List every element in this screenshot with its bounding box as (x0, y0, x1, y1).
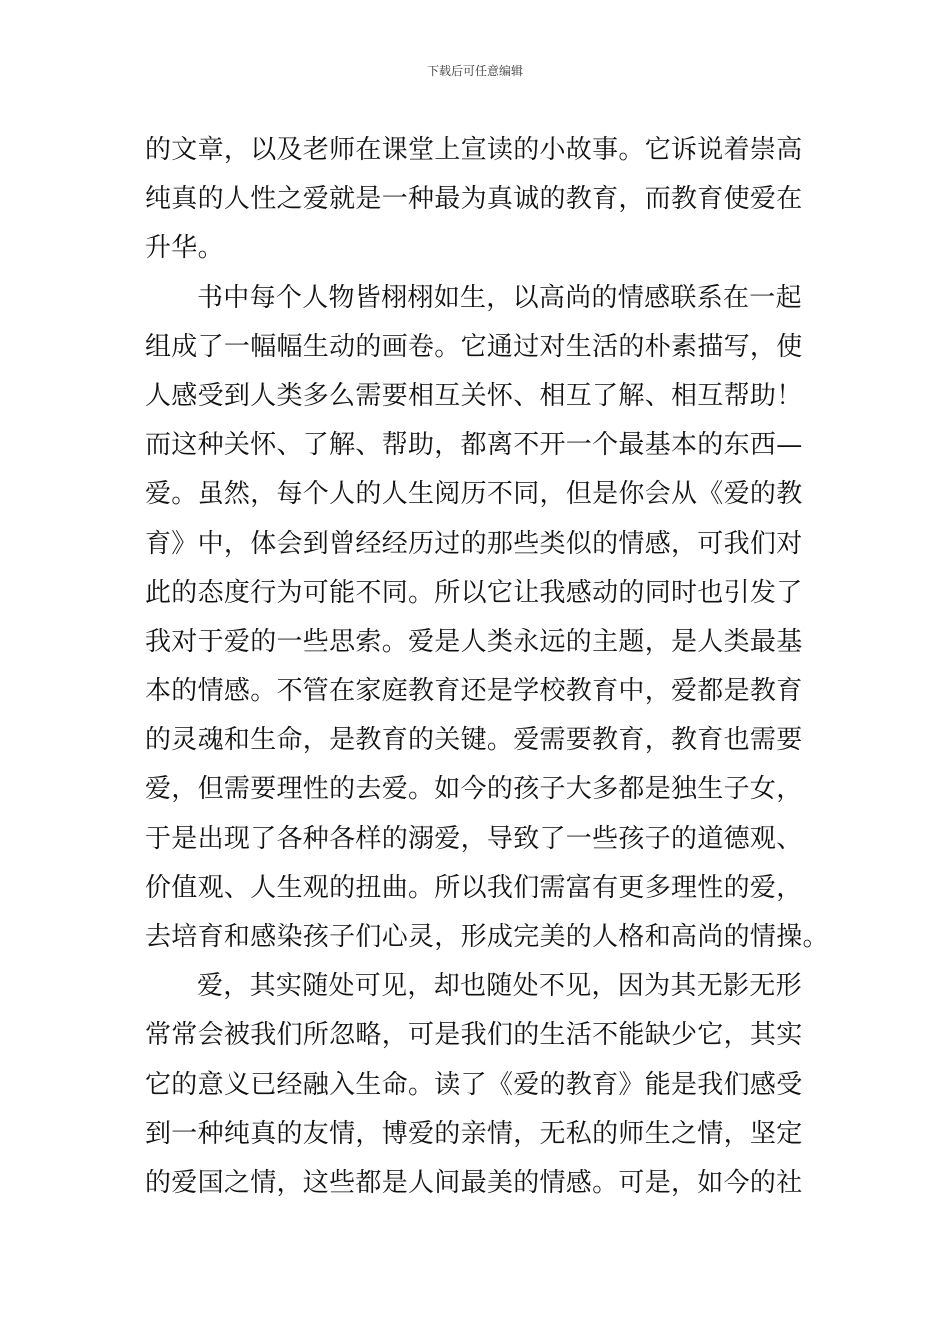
paragraph-start-line: 爱，其实随处可见，却也随处不见，因为其无影无形 (197, 971, 802, 1002)
text-line: 而这种关怀、了解、帮助，都离不开一个最基本的东西— (145, 430, 803, 461)
text-line: 的爱国之情，这些都是人间最美的情感。可是，如今的社 (145, 1167, 803, 1198)
text-line: 爱。虽然，每个人的人生阅历不同，但是你会从《爱的教 (145, 479, 803, 510)
text-line: 此的态度行为可能不同。所以它让我感动的同时也引发了 (145, 577, 803, 608)
text-line: 到一种纯真的友情，博爱的亲情，无私的师生之情，坚定 (145, 1118, 803, 1149)
text-line: 于是出现了各种各样的溺爱，导致了一些孩子的道德观、 (145, 823, 803, 854)
text-line: 它的意义已经融入生命。读了《爱的教育》能是我们感受 (145, 1069, 803, 1100)
body-text (145, 126, 829, 1208)
text-line: 的文章，以及老师在课堂上宣读的小故事。它诉说着崇高 (145, 135, 803, 165)
text-line: 组成了一幅幅生动的画卷。它通过对生活的朴素描写，使 (145, 331, 803, 362)
page-header: 下载后可任意编辑 (426, 64, 523, 78)
text-line: 本的情感。不管在家庭教育还是学校教育中，爱都是教育 (145, 676, 803, 707)
text-line: 爱，但需要理性的去爱。如今的孩子大多都是独生子女， (145, 774, 803, 805)
text-line: 的灵魂和生命，是教育的关键。爱需要教育，教育也需要 (145, 725, 803, 756)
text-line: 升华。 (145, 233, 224, 264)
text-line: 人感受到人类多么需要相互关怀、相互了解、相互帮助！ (145, 380, 803, 411)
text-line: 纯真的人性之爱就是一种最为真诚的教育，而教育使爱在 (145, 184, 803, 215)
text-line: 去培育和感染孩子们心灵，形成完美的人格和高尚的情操。 (145, 922, 829, 952)
paragraph-start-line: 书中每个人物皆栩栩如生，以高尚的情感联系在一起 (197, 282, 802, 313)
text-line: 育》中，体会到曾经经历过的那些类似的情感，可我们对 (145, 528, 803, 559)
text-line: 常常会被我们所忽略，可是我们的生活不能缺少它，其实 (145, 1020, 803, 1051)
text-line: 我对于爱的一些思索。爱是人类永远的主题，是人类最基 (145, 626, 803, 657)
text-line: 价值观、人生观的扭曲。所以我们需富有更多理性的爱， (145, 872, 803, 903)
